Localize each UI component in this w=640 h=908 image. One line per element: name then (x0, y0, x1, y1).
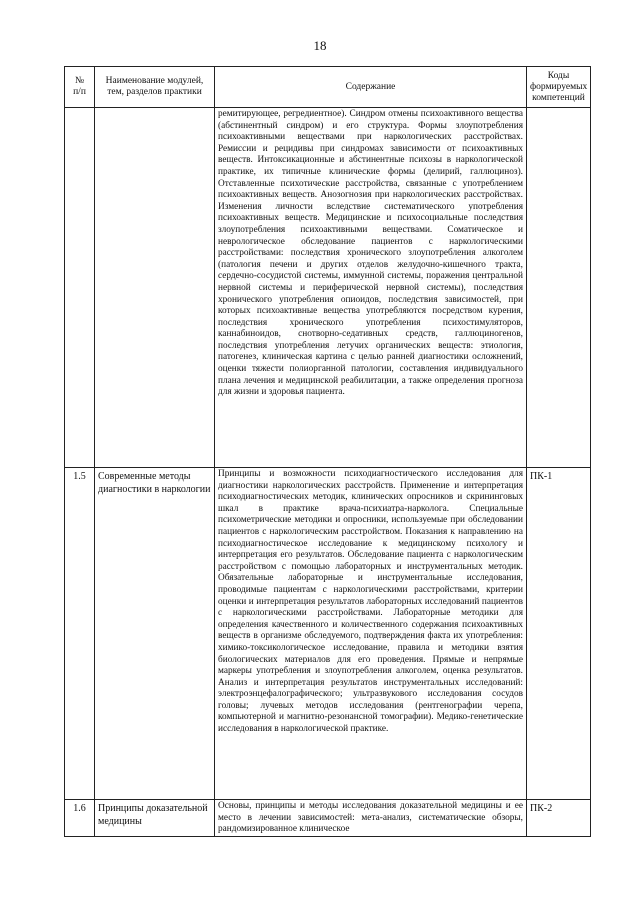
row-module-title: Принципы доказательной медицины (95, 800, 215, 837)
table-row (65, 108, 591, 468)
header-module: Наименование модулей, тем, разделов практики (95, 67, 215, 108)
row-content: ремитирующее, регредиентное). Синдром отмены психоактивного вещества (абстинентный синдром) и его структура. Формы злоупотребления психоактивными веществами при наркологических расстройствах. Ремиссии и рецидивы при синдромах зависимости от психоактивных веществ. Интоксикационные и абстинентные психозы в наркологической практике, их типичные клинические формы (делирий, галлюциноз). Отставленные психотические расстройства, связанные с употреблением психоактивных веществ. Анозогнозия при наркологических расстройствах. Изменения личности вследствие систематического употребления психоактивных веществ. Медицинские и психосоциальные последствия злоупотребления психоактивными веществами. Соматическое и неврологическое обследование пациентов с наркологическими расстройствами: последствия хронического злоупотребления алкоголем (патология печени и других отделов желудочно-кишечного тракта, сердечно-сосудистой системы, иммунной системы, поражения центральной нервной системы и периферической нервной системы), последствия хронического употребления опиоидов, последствия зависимостей, при которых психоактивные вещества употребляются посредством курения, последствия хронического употребления психостимуляторов, каннабиноидов, снотворно-седативных средств, галлюциногенов, последствия употребления летучих органических веществ: этиология, патогенез, клиническая картина с целью ранней диагностики осложнений, оценки тяжести полиорганной патологии, составления индивидуального плана лечения и медицинской реабилитации, а также определения прогноза для жизни и здоровья пациента. (215, 108, 527, 468)
row-number: 1.6 (65, 800, 95, 837)
header-num: № п/п (65, 67, 95, 108)
row-number (65, 108, 95, 468)
row-content: Основы, принципы и методы исследования доказательной медицины и ее место в лечении зависимостей: мета-анализ, систематические обзоры, рандомизированное клиническое (215, 800, 527, 837)
header-competencies: Коды формируемых компетенций (527, 67, 591, 108)
table-row (65, 800, 591, 837)
curriculum-table (64, 66, 591, 837)
row-number: 1.5 (65, 468, 95, 800)
row-competencies: ПК-1 (527, 468, 591, 800)
row-module-title: Современные методы диагностики в наркологии (95, 468, 215, 800)
row-content: Принципы и возможности психодиагностического исследования для диагностики наркологических расстройств. Применение и интерпретация психодиагностических методик, клинических опросников и скрининговых шкал в практике врача-психиатра-нарколога. Специальные психометрические методики и опросники, используемые при обследовании пациентов с наркологическим расстройством. Показания к направлению на психодиагностическое исследование к медицинскому психологу и интерпретация его результатов. Обследование пациента с наркологическим расстройством с помощью лабораторных и инструментальных методик. Обязательные лабораторные и инструментальные исследования, проводимые пациентам с наркологическими расстройствами, критерии оценки и интерпретация результатов лабораторных исследований пациентов с наркологическими расстройствами. Лабораторные методики для определения качественного и количественного содержания психоактивных веществ в организме обследуемого, подтверждения факта их употребления: химико-токсикологическое исследование, правила и методики взятия биологических материалов для его проведения. Прямые и непрямые маркеры употребления и злоупотребления алкоголем, оценка результатов. Анализ и интерпретация результатов инструментальных исследований: электроэнцефалографического; ультразвукового исследования сосудов головы; лучевых методов исследования (рентгенографии черепа, компьютерной и магнитно-резонансной томографии). Медико-генетические исследования в наркологической практике. (215, 468, 527, 800)
page-number: 18 (313, 38, 327, 53)
table-header-row (65, 67, 591, 108)
row-module-title (95, 108, 215, 468)
table-row (65, 468, 591, 800)
row-competencies: ПК-2 (527, 800, 591, 837)
row-competencies (527, 108, 591, 468)
header-content: Содержание (215, 67, 527, 108)
